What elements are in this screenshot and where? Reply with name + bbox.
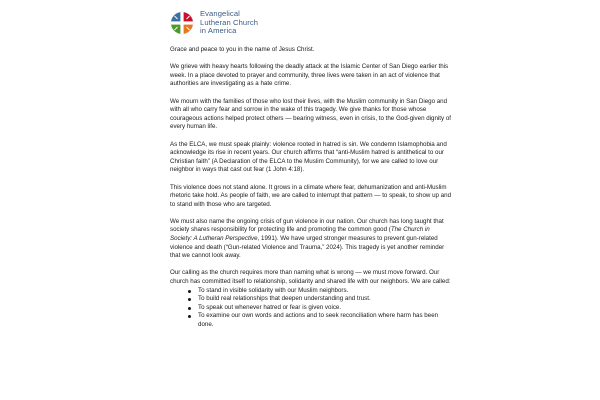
gun-violence-text-b: , 1991). We have urged stronger measures to prevent gun-related violence and death (“Gun-related Violence and Trauma,” 2024). This tragedy is yet another reminder that we cannot look away. [170, 235, 445, 260]
list-item: To examine our own words and actions and to seek reconciliation where harm has been done. [188, 312, 452, 329]
paragraph-gun-violence [170, 218, 452, 261]
org-name-line-1: Evangelical [200, 9, 240, 18]
org-name-line-3: in America [200, 26, 237, 36]
elca-logo [170, 10, 258, 36]
list-item: To speak out whenever hatred or fear is given voice. [188, 304, 452, 313]
letter-body [170, 46, 452, 330]
elca-cross-logo-icon [170, 11, 194, 35]
paragraph-mourning: We mourn with the families of those who lost their lives, with the Muslim community in San Diego and with all who carry fear and sorrow in the wake of this tragedy. We give thanks for those whose courageous actions helped protect others — bearing witness, even in crisis, to the God-given dignity of every human life. [170, 97, 451, 131]
list-item: To stand in visible solidarity with our Muslim neighbors. [188, 287, 452, 296]
paragraph-grief: We grieve with heavy hearts following the deadly attack at the Islamic Center of San Diego earlier this week. In a place devoted to prayer and community, three lives were taken in an act of violence that authorities are investigating as a hate crime. [170, 63, 449, 88]
gun-violence-text-a: We must also name the ongoing crisis of gun violence in our nation. Our church has long taught that society shares responsibility for protecting life and promoting the common good ( [170, 217, 444, 234]
cited-document-title: The Church in Society: A Lutheran Perspective [170, 226, 430, 243]
paragraph-condemnation: As the ELCA, we must speak plainly: violence rooted in hatred is sin. We condemn Islamophobia and acknowledge its rise in recent years. Our church affirms that “anti-Muslim hatred is antithetical to our Christian faith” (A Declaration of the ELCA to the Muslim Community), for we are called to love our neighbor in ways that cast out fear (1 John 4:18). [170, 140, 447, 174]
callings-list [170, 287, 452, 330]
org-name-line-2: Lutheran Church [200, 17, 259, 27]
greeting: Grace and peace to you in the name of Jesus Christ. [170, 46, 315, 53]
list-item: To build real relationships that deepen understanding and trust. [188, 295, 452, 304]
org-name [200, 10, 258, 36]
paragraph-climate: This violence does not stand alone. It grows in a climate where fear, dehumanization and anti-Muslim rhetoric take hold. As people of faith, we are called to interrupt that pattern — to speak, to show up and to stand with those who are targeted. [170, 183, 452, 208]
paragraph-calling: Our calling as the church requires more than naming what is wrong — we must move forward. Our church has committed itself to relationship, solidarity and shared life with our neighbors. We are called: [170, 269, 451, 286]
